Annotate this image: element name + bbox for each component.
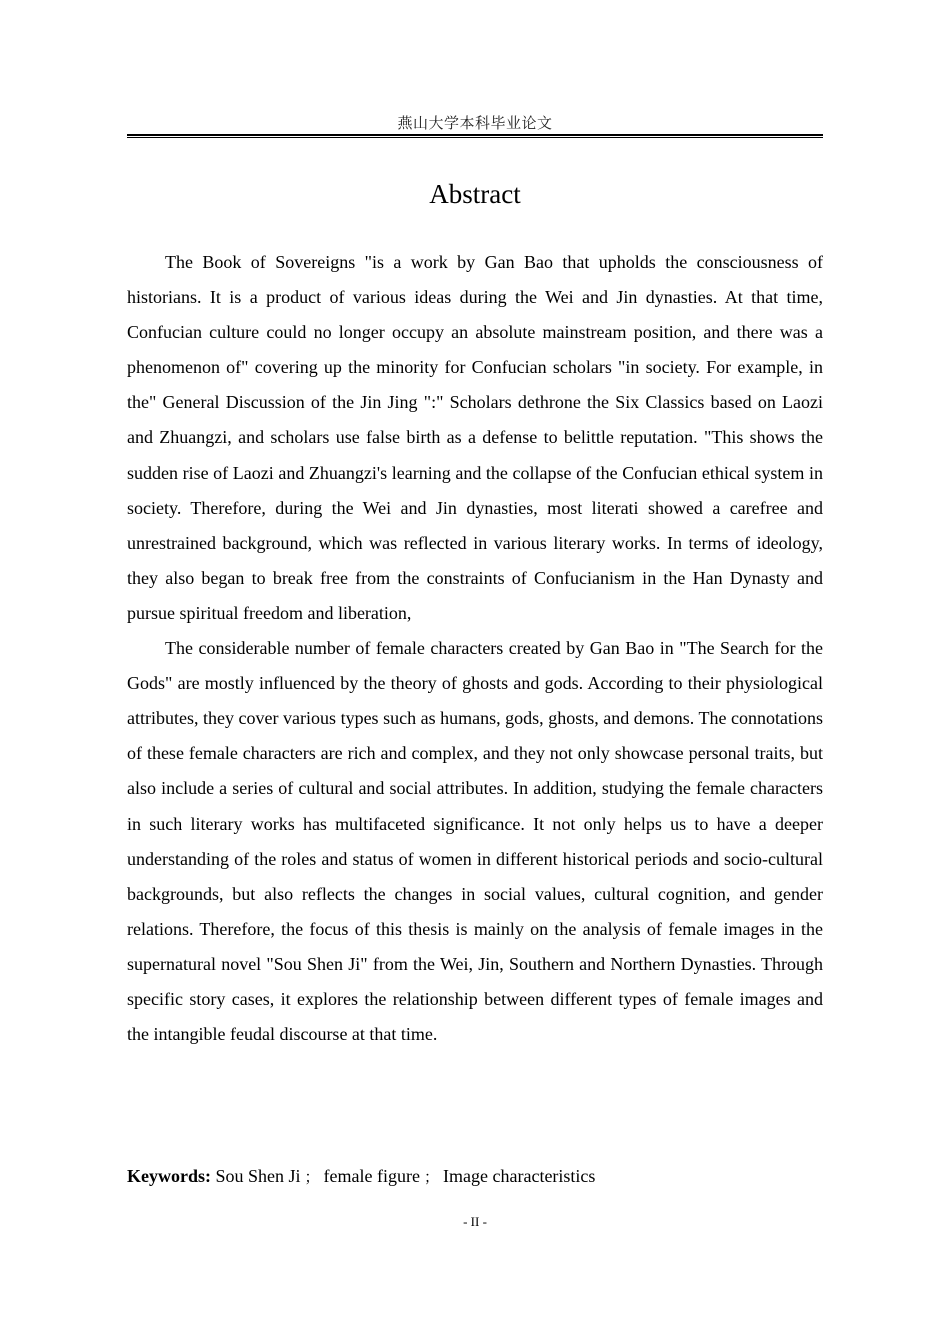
keyword-separator: ； <box>304 1168 320 1186</box>
keyword-item: female figure <box>323 1166 420 1186</box>
header-double-rule <box>127 134 823 139</box>
abstract-body <box>127 245 823 1052</box>
running-header: 燕山大学本科毕业论文 <box>397 114 553 132</box>
keywords-label: Keywords: <box>127 1166 216 1186</box>
keywords-line <box>127 1159 823 1195</box>
header-rule-thick <box>127 134 823 136</box>
page-number: - II - <box>463 1214 487 1229</box>
header-rule-thin <box>127 137 823 138</box>
abstract-title: Abstract <box>429 179 521 209</box>
keyword-item: Image characteristics <box>443 1166 596 1186</box>
abstract-paragraph-1: The Book of Sovereigns "is a work by Gan Bao that upholds the consciousness of historians. It is a product of various ideas during the Wei and Jin dynasties. At that time, Confucian culture could no longer occupy an absolute mainstream position, and there was a phenomenon of" covering up the minority for Confucian scholars "in society. For example, in the" General Discussion of the Jin Jing ":" Scholars dethrone the Six Classics based on Laozi and Zhuangzi, and scholars use false birth as a defense to belittle reputation. "This shows the sudden rise of Laozi and Zhuangzi's learning and the collapse of the Confucian ethical system in society. Therefore, during the Wei and Jin dynasties, most literati showed a carefree and unrestrained background, which was reflected in various literary works. In terms of ideology, they also began to break free from the constraints of Confucianism in the Han Dynasty and pursue spiritual freedom and liberation, <box>127 252 823 623</box>
abstract-paragraph-2: The considerable number of female characters created by Gan Bao in "The Search for the Gods" are mostly influenced by the theory of ghosts and gods. According to their physiological attributes, they cover various types such as humans, gods, ghosts, and demons. The connotations of these female characters are rich and complex, and they not only showcase personal traits, but also include a series of cultural and social attributes. In addition, studying the female characters in such literary works has multifaceted significance. It not only helps us to have a deeper understanding of the roles and status of women in different historical periods and socio-cultural backgrounds, but also reflects the changes in social values, cultural cognition, and gender relations. Therefore, the focus of this thesis is mainly on the analysis of female images in the supernatural novel "Sou Shen Ji" from the Wei, Jin, Southern and Northern Dynasties. Through specific story cases, it explores the relationship between different types of female images and the intangible feudal discourse at that time. <box>127 638 823 1045</box>
keyword-separator: ； <box>424 1168 440 1186</box>
keyword-item: Sou Shen Ji <box>215 1166 301 1186</box>
